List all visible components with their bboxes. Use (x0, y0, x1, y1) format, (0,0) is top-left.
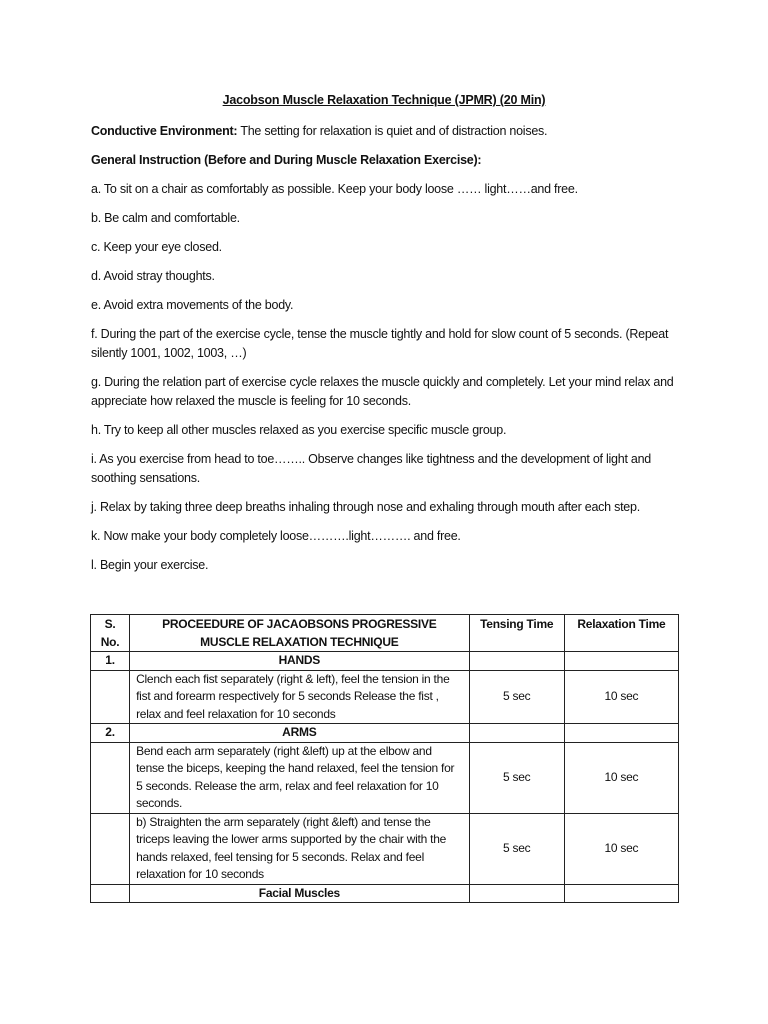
table-row (91, 670, 679, 724)
relaxation-time-cell: 10 sec (564, 670, 678, 724)
general-instruction-heading: General Instruction (Before and During Muscle Relaxation Exercise): (91, 153, 482, 167)
instruction-h: h. Try to keep all other muscles relaxed as you exercise specific muscle group. (91, 423, 507, 437)
instruction-b: b. Be calm and comfortable. (91, 211, 240, 225)
instruction-g: g. During the relation part of exercise cycle relaxes the muscle quickly and completely. Let your mind relax and appreciate how relaxed the muscle is feeling for 10 seconds. (91, 375, 674, 408)
instruction-e: e. Avoid extra movements of the body. (91, 298, 294, 312)
table-row (91, 813, 679, 884)
table-row-section-facial (91, 884, 679, 903)
header-tensing-time: Tensing Time (469, 615, 564, 652)
instruction-d: d. Avoid stray thoughts. (91, 269, 215, 283)
section-title: Facial Muscles (130, 884, 470, 903)
empty-cell (91, 670, 130, 724)
section-title: ARMS (130, 724, 470, 743)
empty-cell (91, 884, 130, 903)
procedure-description: Bend each arm separately (right &left) up at the elbow and tense the biceps, keeping the hand relaxed, feel the tension for 5 seconds. Release the arm, relax and feel relaxation for 10 seconds. (130, 742, 470, 813)
empty-cell (91, 742, 130, 813)
instruction-k: k. Now make your body completely loose……….light………. and free. (91, 529, 461, 543)
empty-cell (91, 813, 130, 884)
empty-cell (469, 652, 564, 671)
empty-cell (564, 652, 678, 671)
procedure-description: b) Straighten the arm separately (right &left) and tense the triceps leaving the lower arms supported by the chair with the hands relaxed, feel tensing for 5 seconds. Relax and feel relaxation for 10 seconds (130, 813, 470, 884)
relaxation-time-cell: 10 sec (564, 742, 678, 813)
section-number: 1. (91, 652, 130, 671)
header-procedure: PROCEEDURE OF JACAOBSONS PROGRESSIVE MUSCLE RELAXATION TECHNIQUE (130, 615, 470, 652)
table-header-row (91, 615, 679, 652)
tensing-time-cell: 5 sec (469, 813, 564, 884)
empty-cell (469, 884, 564, 903)
instruction-j: j. Relax by taking three deep breaths inhaling through nose and exhaling through mouth after each step. (91, 500, 640, 514)
instruction-i: i. As you exercise from head to toe…….. Observe changes like tightness and the development of light and soothing sensations. (91, 452, 651, 485)
instruction-l: l. Begin your exercise. (91, 558, 209, 572)
header-sno: S. No. (91, 615, 130, 652)
procedure-table (90, 614, 679, 903)
table-row (91, 742, 679, 813)
relaxation-time-cell: 10 sec (564, 813, 678, 884)
instruction-f: f. During the part of the exercise cycle, tense the muscle tightly and hold for slow count of 5 seconds. (Repeat silently 1001, 1002, 1003, …) (91, 327, 669, 360)
environment-text: The setting for relaxation is quiet and of distraction noises. (237, 124, 548, 138)
header-relaxation-time: Relaxation Time (564, 615, 678, 652)
tensing-time-cell: 5 sec (469, 742, 564, 813)
instruction-c: c. Keep your eye closed. (91, 240, 222, 254)
table-row-section-hands (91, 652, 679, 671)
table-row-section-arms (91, 724, 679, 743)
environment-paragraph (91, 122, 691, 141)
tensing-time-cell: 5 sec (469, 670, 564, 724)
empty-cell (564, 724, 678, 743)
procedure-description: Clench each fist separately (right & left), feel the tension in the fist and forearm respectively for 5 seconds Release the fist , relax and feel relaxation for 10 seconds (130, 670, 470, 724)
section-title: HANDS (130, 652, 470, 671)
environment-label: Conductive Environment: (91, 124, 238, 138)
document-title: Jacobson Muscle Relaxation Technique (JPMR) (20 Min) (222, 93, 546, 107)
empty-cell (469, 724, 564, 743)
instruction-a: a. To sit on a chair as comfortably as possible. Keep your body loose …… light……and free. (91, 182, 578, 196)
section-number: 2. (91, 724, 130, 743)
empty-cell (564, 884, 678, 903)
